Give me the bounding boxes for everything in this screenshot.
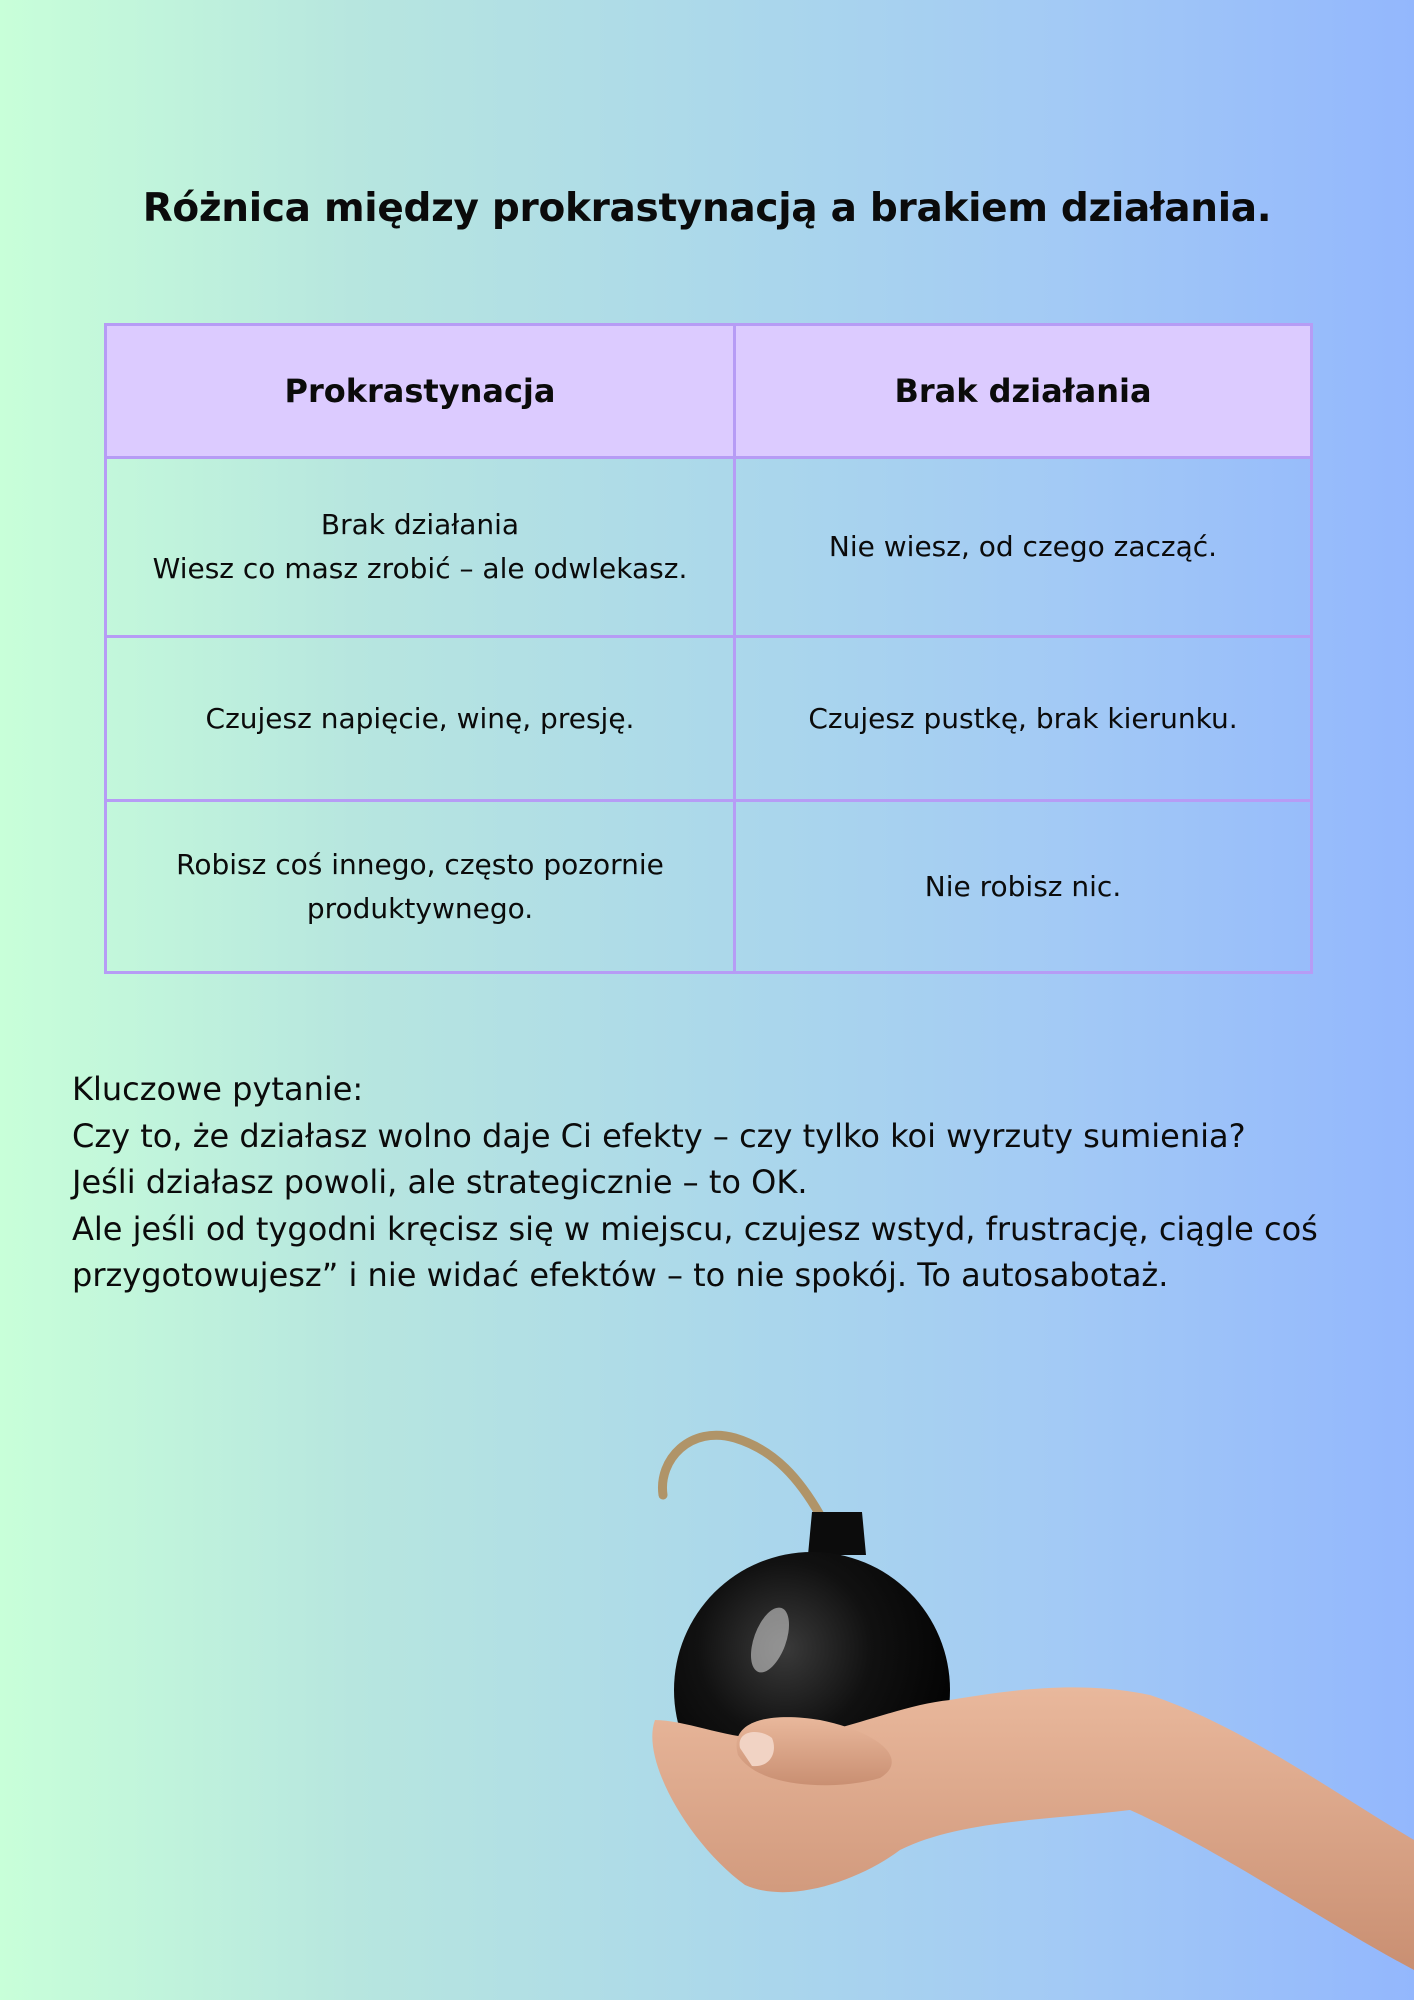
key-question-text: Czy to, że działasz wolno daje Ci efekty – czy tylko koi wyrzuty sumienia? xyxy=(72,1116,1246,1155)
hand-holding-bomb-image xyxy=(0,1400,1414,2000)
header-procrastination: Prokrastynacja xyxy=(106,325,735,458)
cell-line: Robisz coś innego, często pozornie xyxy=(176,847,664,881)
table-cell-inaction xyxy=(735,637,1312,801)
cell-line: Czujesz napięcie, winę, presję. xyxy=(205,701,635,735)
header-inaction: Brak działania xyxy=(735,325,1312,458)
key-question-text: Jeśli działasz powoli, ale strategicznie – to OK. xyxy=(72,1163,808,1201)
key-question-text: przygotowujesz” i nie widać efektów – to nie spokój. To autosabotaż. xyxy=(72,1256,1169,1294)
key-question-text: Ale jeśli od tygodni kręcisz się w miejscu, czujesz wstyd, frustrację, ciągle coś xyxy=(72,1209,1318,1248)
table-cell-procrastination xyxy=(106,458,735,637)
page-title: Różnica między prokrastynacją a brakiem działania. xyxy=(142,186,1272,231)
table-row xyxy=(106,458,1312,637)
table-cell-procrastination xyxy=(106,801,735,973)
table-row xyxy=(106,801,1312,973)
cell-line: produktywnego. xyxy=(306,891,534,925)
table-cell-inaction xyxy=(735,801,1312,973)
table-cell-inaction xyxy=(735,458,1312,637)
key-question-section xyxy=(72,1066,1372,1299)
bomb-neck-shape xyxy=(808,1512,866,1555)
cell-line: Czujesz pustkę, brak kierunku. xyxy=(808,701,1238,735)
key-question-heading: Kluczowe pytanie: xyxy=(72,1070,364,1108)
cell-line: Nie robisz nic. xyxy=(924,869,1122,903)
table-header-row xyxy=(106,325,1312,458)
cell-line: Wiesz co masz zrobić – ale odwlekasz. xyxy=(152,552,688,585)
comparison-table xyxy=(104,323,1313,974)
cell-line: Nie wiesz, od czego zacząć. xyxy=(828,530,1218,563)
table-cell-procrastination xyxy=(106,637,735,801)
fuse-shape xyxy=(662,1435,820,1515)
table-row xyxy=(106,637,1312,801)
cell-line: Brak działania xyxy=(320,508,520,541)
